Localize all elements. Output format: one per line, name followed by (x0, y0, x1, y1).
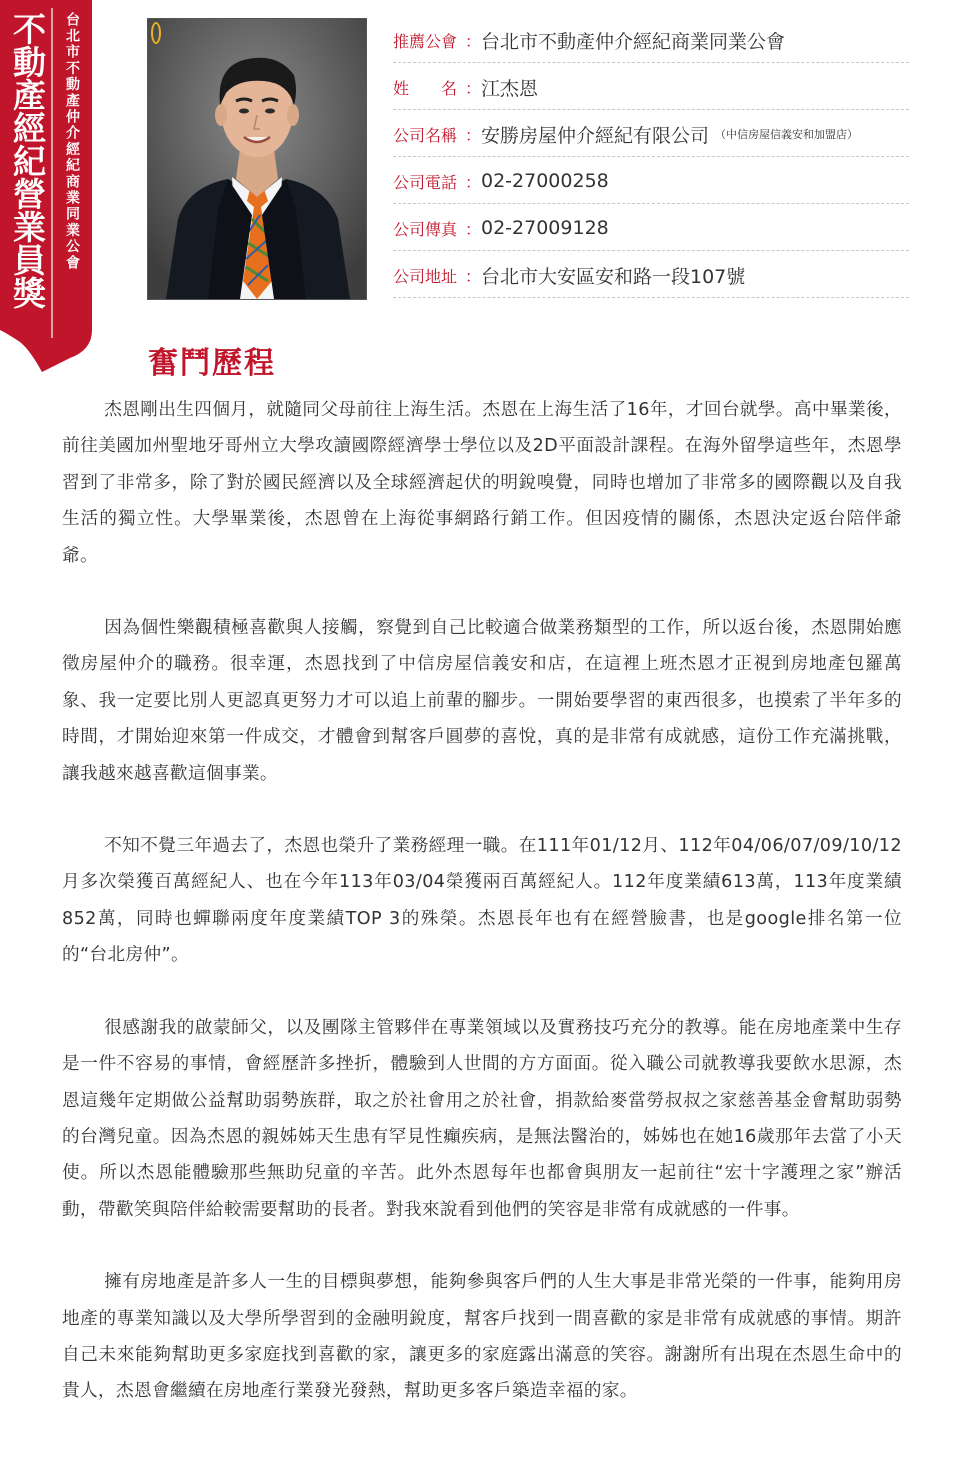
info-value: 02-27000258 (481, 170, 609, 192)
info-colon: ： (465, 219, 482, 239)
info-colon: ： (465, 172, 482, 192)
info-row-fax (393, 204, 909, 251)
info-value: 江杰恩 (481, 77, 539, 100)
info-label: 公司傳真 (393, 219, 458, 239)
info-label: 公司電話 (393, 172, 458, 192)
portrait-illustration-icon (148, 19, 366, 299)
info-row-association (393, 16, 909, 63)
award-banner (0, 0, 92, 372)
info-colon: ： (465, 78, 482, 98)
story-body (62, 392, 902, 1446)
info-colon: ： (465, 31, 482, 51)
info-note: （中信房屋信義安和加盟店） (715, 128, 859, 141)
story-paragraph: 很感謝我的啟蒙師父，以及團隊主管夥伴在專業領域以及實務技巧充分的教導。能在房地產業中生存是一件不容易的事情，會經歷許多挫折，體驗到人世間的方方面面。從入職公司就教導我要飲水思源，杰恩這幾年定期做公益幫助弱勢族群，取之於社會用之於社會，捐款給麥當勞叔叔之家慈善基金會幫助弱勢的台灣兒童。因為杰恩的親姊姊天生患有罕見性癲疾病，是無法醫治的，姊姊也在她16歲那年去當了小天使。所以杰恩能體驗那些無助兒童的辛苦。此外杰恩每年也都會與朋友一起前往“宏十字護理之家”辦活動，帶歡笑與陪伴給較需要幫助的長者。對我來說看到他們的笑容是非常有成就感的一件事。 (62, 1017, 902, 1220)
info-label: 推薦公會 (393, 31, 458, 51)
info-label: 公司名稱 (393, 125, 458, 145)
info-label: 姓 名 (393, 78, 458, 98)
story-paragraph: 杰恩剛出生四個月，就隨同父母前往上海生活。杰恩在上海生活了16年，才回台就學。高中畢業後，前往美國加州聖地牙哥州立大學攻讀國際經濟學士學位以及2D平面設計課程。在海外留學這些年，杰恩學習到了非常多，除了對於國民經濟以及全球經濟起伏的明銳嗅覺，同時也增加了非常多的國際觀以及自我生活的獨立性。大學畢業後，杰恩曾在上海從事網路行銷工作。但因疫情的關係，杰恩決定返台陪伴爺爺。 (62, 400, 902, 566)
info-row-name (393, 63, 909, 110)
story-paragraph: 因為個性樂觀積極喜歡與人接觸，察覺到自己比較適合做業務類型的工作，所以返台後，杰恩開始應徵房屋仲介的職務。很幸運，杰恩找到了中信房屋信義安和店，在這裡上班杰恩才正視到房地產包羅萬象、我一定要比別人更認真更努力才可以追上前輩的腳步。一開始要學習的東西很多，也摸索了半年多的時間，才開始迎來第一件成交，才體會到幫客戶圓夢的喜悅，真的是非常有成就感，這份工作充滿挑戰，讓我越來越喜歡這個事業。 (62, 618, 902, 784)
info-value: 台北市大安區安和路一段107號 (481, 265, 746, 288)
info-row-phone (393, 157, 909, 204)
info-value: 安勝房屋仲介經紀有限公司 (481, 124, 710, 147)
info-colon: ： (465, 125, 482, 145)
info-colon: ： (465, 266, 482, 286)
story-paragraph: 不知不覺三年過去了，杰恩也榮升了業務經理一職。在111年01/12月、112年04/06/07/09/10/12月多次榮獲百萬經紀人、也在今年113年03/04榮獲兩百萬經紀人。112年度業績613萬，113年度業績852萬，同時也蟬聯兩度年度業績TOP 3的殊榮。杰恩長年也有在經營臉書，也是google排名第一位的“台北房仲”。 (62, 836, 902, 966)
info-value: 02-27009128 (481, 217, 609, 239)
profile-info (393, 16, 909, 298)
info-value: 台北市不動產仲介經紀商業同業公會 (481, 30, 786, 53)
section-title: 奮鬥歷程 (148, 346, 276, 381)
info-row-company (393, 110, 909, 157)
portrait-photo (147, 18, 367, 300)
story-paragraph: 擁有房地產是許多人一生的目標與夢想，能夠參與客戶們的人生大事是非常光榮的一件事，能夠用房地產的專業知識以及大學所學習到的金融明銳度，幫客戶找到一間喜歡的家是非常有成就感的事情。期許自己未來能夠幫助更多家庭找到喜歡的家，讓更多的家庭露出滿意的笑容。謝謝所有出現在杰恩生命中的貴人，杰恩會繼續在房地產行業發光發熱，幫助更多客戶築造幸福的家。 (62, 1272, 902, 1402)
info-label: 公司地址 (393, 266, 458, 286)
association-name: 台北市不動產仲介經紀商業同業公會 (64, 12, 80, 272)
info-row-address (393, 251, 909, 298)
award-title: 不動產經紀營業員獎 (8, 12, 47, 309)
decorative-ring-icon (151, 22, 161, 44)
